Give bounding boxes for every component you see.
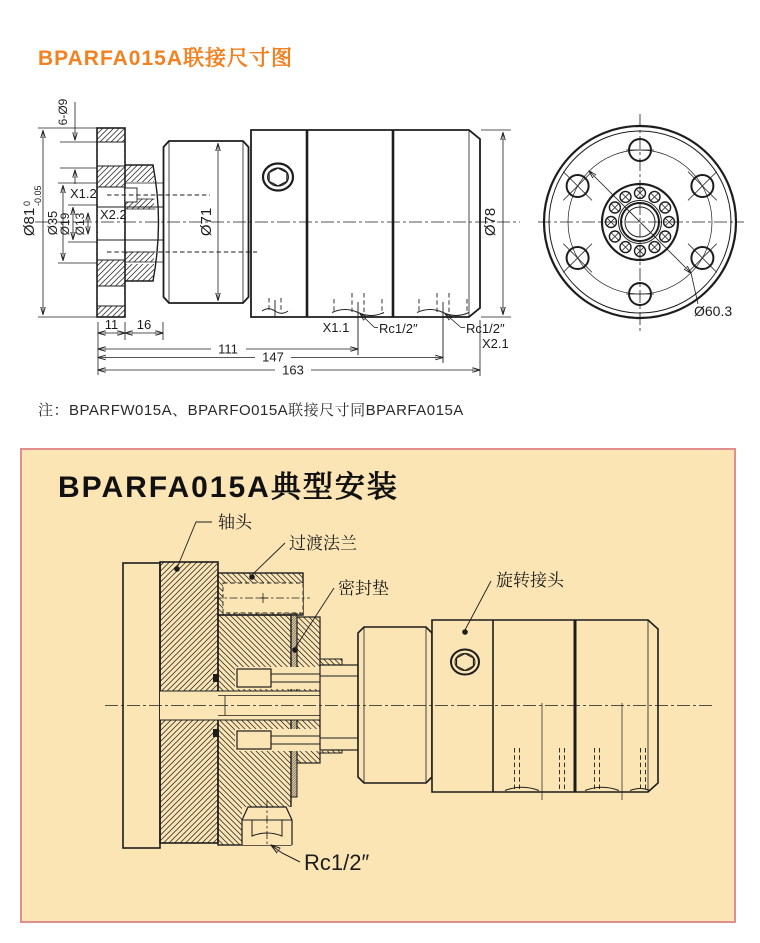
label-thread-2: Rc1/2″ [466, 321, 505, 336]
dim-len-11: 11 [104, 317, 119, 332]
dim-len-16: 16 [136, 317, 152, 332]
dim-len-147: 147 [262, 349, 284, 365]
dim-body-od: Ø71 [198, 207, 215, 237]
front-view [538, 114, 744, 332]
dim-boss-od: Ø35 [45, 210, 60, 236]
dim-bore: Ø13 [73, 212, 87, 236]
dim-flange-od: Ø81 [21, 207, 38, 237]
callout-thread-label: Rc1/2″ [304, 850, 370, 875]
callout-gasket-label: 密封垫 [338, 579, 389, 598]
callout-rotary-joint-label: 旋转接头 [496, 571, 564, 590]
dim-flange-od-tol-upper: 0 [22, 200, 32, 206]
installation-title: BPARFA015A典型安装 [58, 471, 399, 504]
callout-shaft-head-label: 轴头 [218, 513, 252, 532]
dim-flange-od-tol-lower: -0.05 [33, 185, 43, 206]
flange-hub [125, 165, 159, 281]
joint-housing-install [432, 620, 658, 792]
installation-view [105, 513, 712, 875]
dim-counterbore: Ø19 [58, 212, 72, 236]
dim-housing-od: Ø78 [482, 207, 499, 237]
label-port-x12: X1.2 [70, 186, 97, 201]
dim-bolt-circle: Ø60.3 [694, 303, 733, 319]
joint-shaft [320, 665, 358, 750]
label-port-x21: X2.1 [482, 336, 509, 351]
page-title: BPARFA015A联接尺寸图 [38, 47, 293, 70]
label-port-x22: X2.2 [100, 207, 127, 222]
dim-len-111: 111 [218, 341, 238, 357]
callout-thread [271, 845, 369, 875]
callout-transition-flange-label: 过渡法兰 [289, 534, 357, 553]
joint-body-install [358, 627, 432, 783]
label-thread-1: Rc1/2″ [379, 321, 418, 336]
dim-bolt-holes: 6-Ø9 [56, 98, 70, 126]
label-port-x11: X1.1 [322, 320, 350, 335]
side-view [21, 98, 520, 377]
dim-len-163: 163 [282, 362, 304, 378]
note-text: 注：BPARFW015A、BPARFO015A联接尺寸同BPARFA015A [38, 402, 464, 419]
joint-housing [251, 130, 480, 317]
